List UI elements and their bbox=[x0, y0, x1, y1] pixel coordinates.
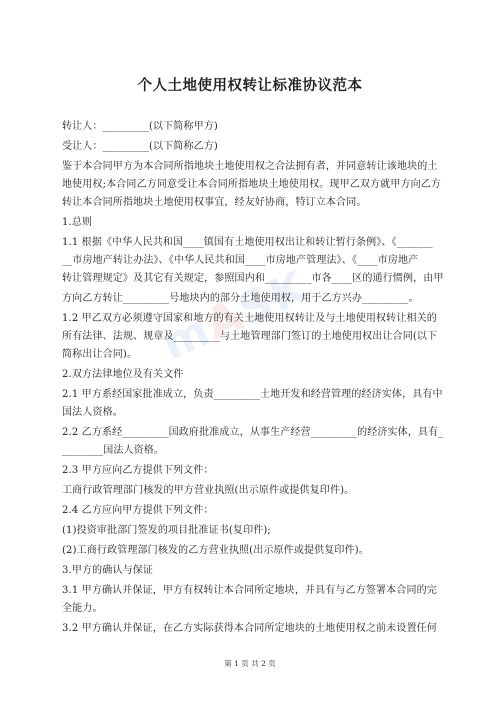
clause-line: 1.1 根据《中华人民共和国____镇国有土地使用权出让和转让暂行条例》、《_______ bbox=[62, 237, 433, 248]
clause-line: 简称出让合同)。 bbox=[62, 349, 138, 360]
clause-line: 3.1 甲方确认并保证，甲方有权转让本合同所定地块，并具有与乙方签署本合同的完 bbox=[62, 585, 437, 596]
page-number: 第 1 页 共 2 页 bbox=[224, 659, 276, 668]
clause-line: __市房地产转让办法》、《中华人民共和国____市房地产管理法》、《____市房地产 bbox=[62, 255, 419, 266]
preamble-line: 转让本合同所指地块土地使用权事宜，经友好协商，特订立本合同。 bbox=[62, 197, 367, 208]
clause-line: 2.1 甲方系经国家批准成立，负责_________土地开发和经营管理的经济实体，具有中 bbox=[62, 389, 443, 400]
clause-line: ________国法人资格。 bbox=[62, 445, 165, 456]
party-transferee-line: 受让人：_________(以下简称乙方) bbox=[62, 141, 218, 152]
clause-line: 全能力。 bbox=[62, 603, 103, 614]
clause-line: (1)投资审批部门签发的项目批准证书(复印件); bbox=[62, 525, 271, 536]
clause-line: (2)工商行政管理部门核发的乙方营业执照(出示原件或提供复印件)。 bbox=[62, 545, 369, 556]
clause-line: 2.3 甲方应向乙方提供下列文件： bbox=[62, 465, 214, 476]
section-heading: 3.甲方的确认与保证 bbox=[62, 565, 154, 576]
clause-line: 2.2 乙方系经_________国政府批准成立，从事生产经营_________的经济实体，具有_ bbox=[62, 427, 444, 438]
clause-line: 所有法律、法规、规章及_________与土地管理部门签订的土地使用权出让合同(以下 bbox=[62, 331, 438, 342]
section-heading: 2.双方法律地位及有关文件 bbox=[62, 369, 184, 380]
clause-line: 转让管理规定》及其它有关规定，参照国内和_________市各____区的通行惯例，由甲 bbox=[62, 273, 444, 284]
party-transferor-line: 转让人：_________(以下简称甲方) bbox=[62, 121, 218, 132]
clause-line: 方向乙方转让_________号地块内的部分土地使用权，用于乙方兴办_________。 bbox=[62, 293, 419, 304]
watermark-logo: mASK bbox=[154, 261, 316, 371]
preamble-line: 地使用权;本合同乙方同意受让本合同所指地块土地使用权。现甲乙双方就甲方向乙方 bbox=[62, 179, 442, 190]
clause-line: 2.4 乙方应向甲方提供下列文件： bbox=[62, 505, 214, 516]
preamble-line: 鉴于本合同甲方为本合同所指地块土地使用权之合法拥有者，并同意转让该地块的土 bbox=[62, 161, 438, 172]
section-heading: 1.总则 bbox=[62, 217, 93, 228]
clause-line: 1.2 甲乙双方必须遵守国家和地方的有关土地使用权转让及与土地使用权转让相关的 bbox=[62, 313, 437, 324]
document-title: 个人土地使用权转让标准协议范本 bbox=[137, 78, 363, 94]
clause-line: 工商行政管理部门核发的甲方营业执照(出示原件或提供复印件)。 bbox=[62, 485, 355, 496]
clause-line: 3.2 甲方确认并保证，在乙方实际获得本合同所定地块的土地使用权之前未设置任何 bbox=[62, 623, 437, 634]
clause-line: 国法人资格。 bbox=[62, 407, 123, 418]
